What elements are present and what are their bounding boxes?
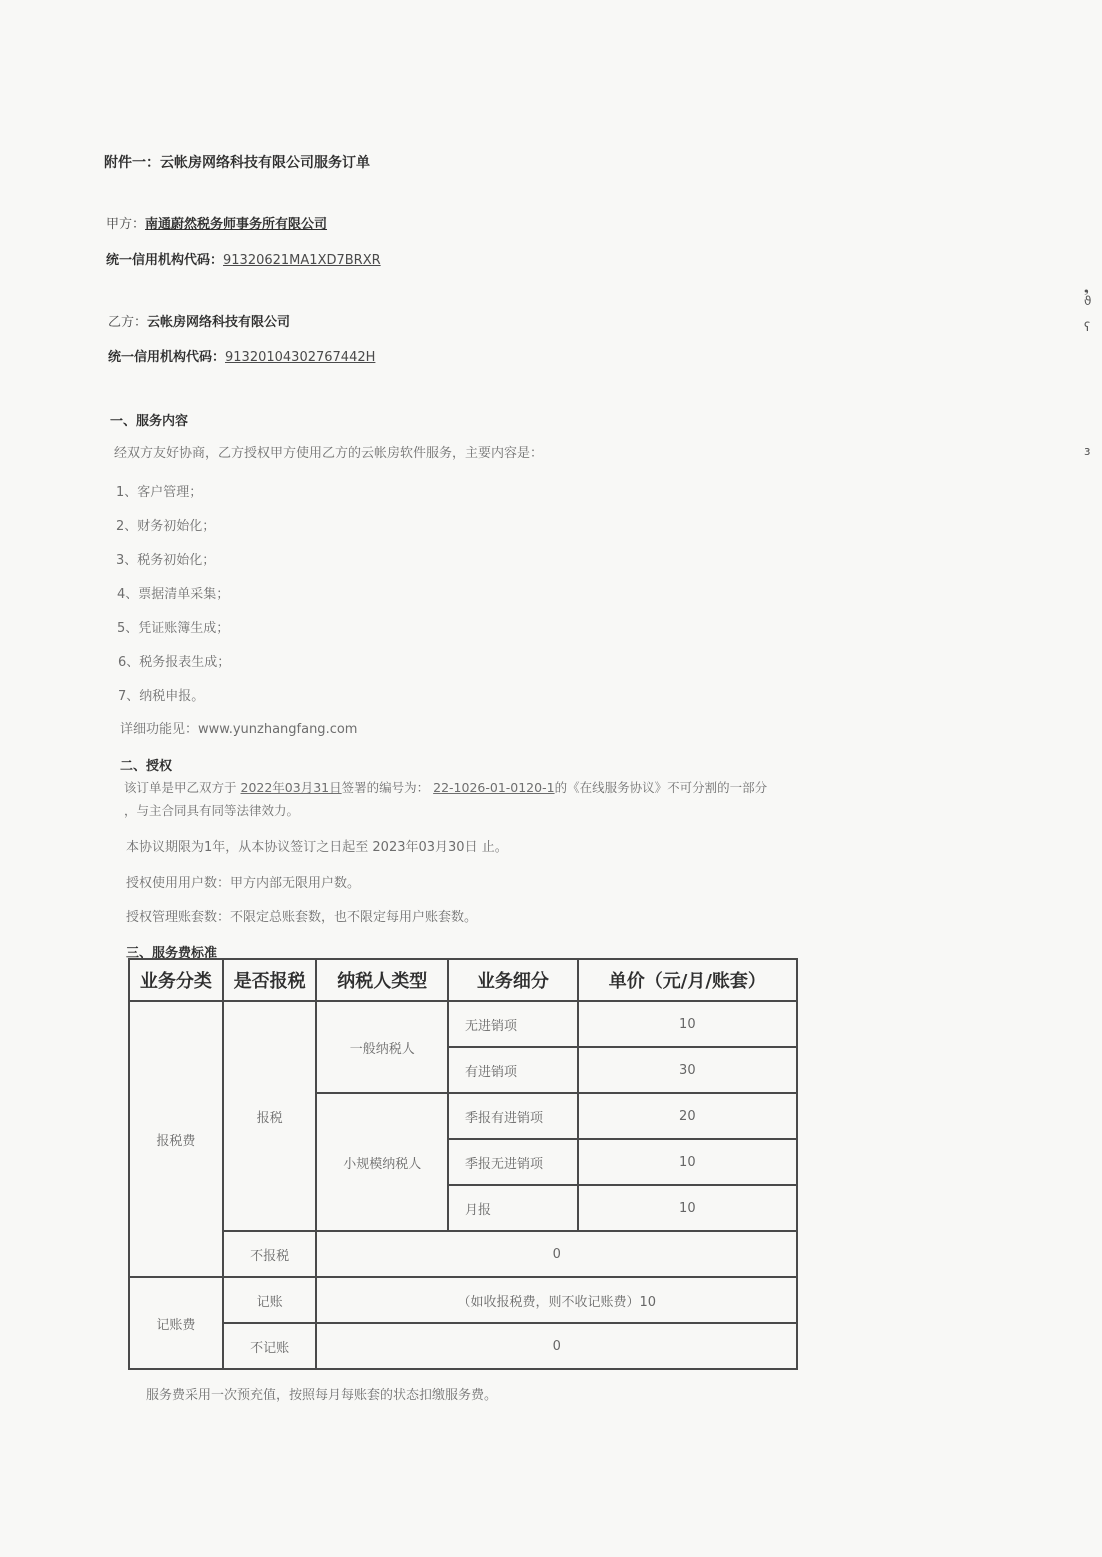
party-a-code-label: 统一信用机构代码： — [106, 253, 224, 268]
fee-footer-note: 服务费采用一次预充值，按照每月每账套的状态扣缴服务费。 — [146, 1388, 498, 1403]
party-a-line — [106, 213, 327, 232]
auth-text: 的《在线服务协议》不可分割的一部分 — [554, 780, 768, 795]
category-book-fee: 记账费 — [129, 1277, 223, 1369]
filing-no-tax: 不报税 — [223, 1231, 317, 1277]
party-b-code: 91320104302767442H — [225, 350, 376, 365]
auth-date: 2022年03月31日 — [240, 780, 342, 795]
service-item: 5、凭证账簿生成； — [117, 621, 230, 636]
auth-text: 该订单是甲乙双方于 — [124, 780, 237, 795]
detail-cell: 季报有进销项 — [448, 1093, 578, 1139]
price-cell: 30 — [578, 1047, 797, 1093]
party-b-name: 云帐房网络科技有限公司 — [147, 315, 291, 330]
fee-table — [128, 958, 798, 1370]
scan-margin-mark: ɜ — [1084, 444, 1091, 458]
authorization-accounts: 授权管理账套数：不限定总账套数，也不限定每用户账套数。 — [126, 910, 478, 925]
attachment-title: 附件一：云帐房网络科技有限公司服务订单 — [104, 155, 370, 171]
table-row — [129, 1231, 797, 1277]
party-a-name: 南通蔚然税务师事务所有限公司 — [145, 217, 328, 232]
price-cell: 10 — [578, 1185, 797, 1231]
service-item: 1、客户管理； — [116, 485, 203, 500]
authorization-line1-cont: ，与主合同具有同等法律效力。 — [124, 803, 300, 818]
column-header: 业务细分 — [448, 959, 578, 1001]
detail-cell: 季报无进销项 — [448, 1139, 578, 1185]
party-a-label: 甲方： — [106, 217, 146, 232]
party-a-code-line — [106, 249, 381, 268]
taxpayer-general: 一般纳税人 — [316, 1001, 448, 1093]
party-b-line — [108, 311, 290, 330]
authorization-line1 — [124, 778, 767, 796]
table-header-row — [129, 959, 797, 1001]
table-row — [129, 1277, 797, 1323]
price-cell: 0 — [316, 1323, 797, 1369]
price-cell: （如收报税费，则不收记账费）10 — [316, 1277, 797, 1323]
authorization-term: 本协议期限为1年，从本协议签订之日起至 2023年03月30日 止。 — [126, 840, 508, 855]
section3-title: 三、服务费标准 — [126, 946, 218, 961]
column-header: 业务分类 — [129, 959, 223, 1001]
no-bookkeeping: 不记账 — [223, 1323, 317, 1369]
table-row — [129, 1001, 797, 1047]
authorization-users: 授权使用用户数：甲方内部无限用户数。 — [126, 876, 361, 891]
column-header: 是否报税 — [223, 959, 317, 1001]
filing-tax: 报税 — [223, 1001, 317, 1231]
detail-cell: 月报 — [448, 1185, 578, 1231]
taxpayer-small: 小规模纳税人 — [316, 1093, 448, 1231]
service-details: 详细功能见：www.yunzhangfang.com — [120, 722, 358, 737]
section1-title: 一、服务内容 — [110, 414, 189, 429]
service-item: 7、纳税申报。 — [118, 689, 205, 704]
detail-cell: 无进销项 — [448, 1001, 578, 1047]
service-item: 3、税务初始化； — [116, 553, 216, 568]
party-b-code-label: 统一信用机构代码： — [108, 350, 226, 365]
column-header: 单价（元/月/账套） — [578, 959, 797, 1001]
price-cell: 10 — [578, 1001, 797, 1047]
auth-text: 签署的编号为： — [341, 780, 430, 795]
price-cell: 10 — [578, 1139, 797, 1185]
party-a-code: 91320621MA1XD7BRXR — [223, 253, 381, 268]
price-cell: 0 — [316, 1231, 797, 1277]
section1-intro: 经双方友好协商，乙方授权甲方使用乙方的云帐房软件服务，主要内容是： — [114, 446, 544, 461]
column-header: 纳税人类型 — [316, 959, 448, 1001]
agreement-number: 22-1026-01-0120-1 — [433, 780, 555, 795]
table-row — [129, 1323, 797, 1369]
service-item: 6、税务报表生成； — [118, 655, 231, 670]
section2-title: 二、授权 — [120, 759, 173, 774]
service-item: 2、财务初始化； — [116, 519, 216, 534]
service-item: 4、票据清单采集； — [117, 587, 230, 602]
party-b-label: 乙方： — [108, 315, 148, 330]
price-cell: 20 — [578, 1093, 797, 1139]
scan-margin-mark: ❟ ϑ ʕ — [1084, 281, 1092, 334]
category-tax-fee: 报税费 — [129, 1001, 223, 1277]
bookkeeping: 记账 — [223, 1277, 317, 1323]
detail-cell: 有进销项 — [448, 1047, 578, 1093]
party-b-code-line — [108, 346, 375, 365]
